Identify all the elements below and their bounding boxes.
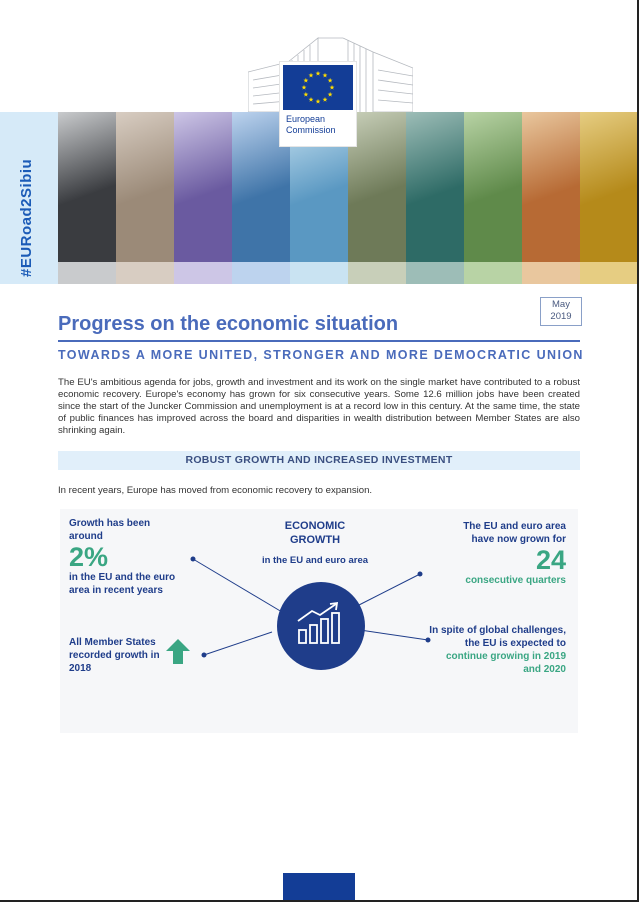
bottom-left-line-3: 2018 bbox=[69, 663, 92, 674]
logo-line-1: European bbox=[286, 114, 326, 124]
color-swatch bbox=[174, 262, 232, 284]
euro-stock-ticker-photo bbox=[580, 112, 638, 262]
top-right-line-2: have now grown for bbox=[471, 534, 566, 545]
flag-star-icon bbox=[323, 97, 328, 102]
color-swatch bbox=[232, 262, 290, 284]
bottom-right-line-4: and 2020 bbox=[523, 664, 566, 675]
flag-star-icon bbox=[323, 73, 328, 78]
bottom-right-stat bbox=[400, 624, 566, 676]
section-heading: ROBUST GROWTH AND INCREASED INVESTMENT bbox=[58, 451, 580, 470]
eu-flag-icon bbox=[283, 65, 353, 110]
flag-star-icon bbox=[316, 71, 321, 76]
page-title: Progress on the economic situation bbox=[58, 313, 399, 335]
flag-star-icon bbox=[330, 85, 335, 90]
top-left-line-3: in the EU and the euro bbox=[69, 572, 176, 583]
color-swatch bbox=[290, 262, 348, 284]
date-badge bbox=[540, 297, 582, 326]
center-title-line-2: GROWTH bbox=[289, 534, 341, 546]
logo-line-2: Commission bbox=[286, 125, 336, 135]
footer-bar bbox=[283, 873, 355, 900]
date-year: 2019 bbox=[550, 311, 572, 322]
shipping-containers-photo bbox=[522, 112, 580, 262]
bottom-left-line-2: recorded growth in bbox=[69, 650, 160, 661]
bottom-right-line-3: continue growing in 2019 bbox=[445, 651, 566, 662]
section-intro: In recent years, Europe has moved from economic recovery to expansion. bbox=[58, 485, 373, 496]
bottom-right-line-1: In spite of global challenges, bbox=[429, 625, 566, 636]
color-swatch bbox=[406, 262, 464, 284]
flag-star-icon bbox=[309, 73, 314, 78]
page-subtitle: TOWARDS A MORE UNITED, STRONGER AND MORE DEMOCRATIC UNION bbox=[58, 348, 584, 362]
title-divider bbox=[58, 340, 580, 342]
euro-banknote-photo bbox=[348, 112, 406, 262]
color-swatch bbox=[348, 262, 406, 284]
infographic-center-subtitle: in the EU and euro area bbox=[261, 555, 369, 566]
infographic-center-title bbox=[260, 519, 370, 547]
fingerprint-photo bbox=[58, 112, 116, 262]
phone-photo bbox=[174, 112, 232, 262]
center-title-line-1: ECONOMIC bbox=[284, 520, 346, 532]
top-left-line-4: area in recent years bbox=[69, 585, 163, 596]
flag-star-icon bbox=[328, 78, 333, 83]
up-arrow-icon bbox=[166, 639, 190, 664]
intro-paragraph: The EU's ambitious agenda for jobs, growth and investment and its work on the single market have contributed to a robust economic recovery. Europe's economy has grown for six consecutive years. Some 12.6 million jobs have been created since the start of the Juncker Commission and unemployment is at a record low in this century. At the same time, the state of public finances has improved across the board and disparities in wealth distribution between Member States are also shrinking again. bbox=[58, 377, 580, 437]
greenhouse-plants-photo bbox=[464, 112, 522, 262]
color-swatch bbox=[58, 262, 116, 284]
top-right-big-number: 24 bbox=[535, 545, 566, 575]
flag-star-icon bbox=[328, 92, 333, 97]
flag-star-icon bbox=[309, 97, 314, 102]
logo-text bbox=[286, 114, 336, 136]
flag-star-icon bbox=[303, 78, 308, 83]
color-swatch bbox=[464, 262, 522, 284]
european-commission-logo bbox=[280, 62, 356, 146]
waves-photo bbox=[406, 112, 464, 262]
date-month: May bbox=[552, 299, 570, 310]
top-left-big-number: 2% bbox=[69, 542, 109, 572]
color-swatch bbox=[580, 262, 638, 284]
flag-star-icon bbox=[302, 85, 307, 90]
flag-star-icon bbox=[303, 92, 308, 97]
bottom-right-line-2: the EU is expected to bbox=[464, 638, 566, 649]
color-swatch bbox=[522, 262, 580, 284]
hashtag-label: #EURoad2Sibiu bbox=[18, 158, 35, 277]
top-left-stat bbox=[69, 517, 175, 597]
color-swatch bbox=[116, 262, 174, 284]
column-photo bbox=[116, 112, 174, 262]
top-right-line-3: consecutive quarters bbox=[465, 575, 566, 586]
top-right-line-1: The EU and euro area bbox=[463, 521, 566, 532]
bottom-left-stat bbox=[69, 636, 160, 675]
top-left-line-1: Growth has been bbox=[69, 518, 151, 529]
top-right-stat bbox=[420, 520, 566, 587]
flag-star-icon bbox=[316, 99, 321, 104]
hashtag-strip bbox=[0, 112, 58, 284]
top-left-line-2: around bbox=[69, 531, 103, 542]
bottom-left-line-1: All Member States bbox=[69, 637, 156, 648]
